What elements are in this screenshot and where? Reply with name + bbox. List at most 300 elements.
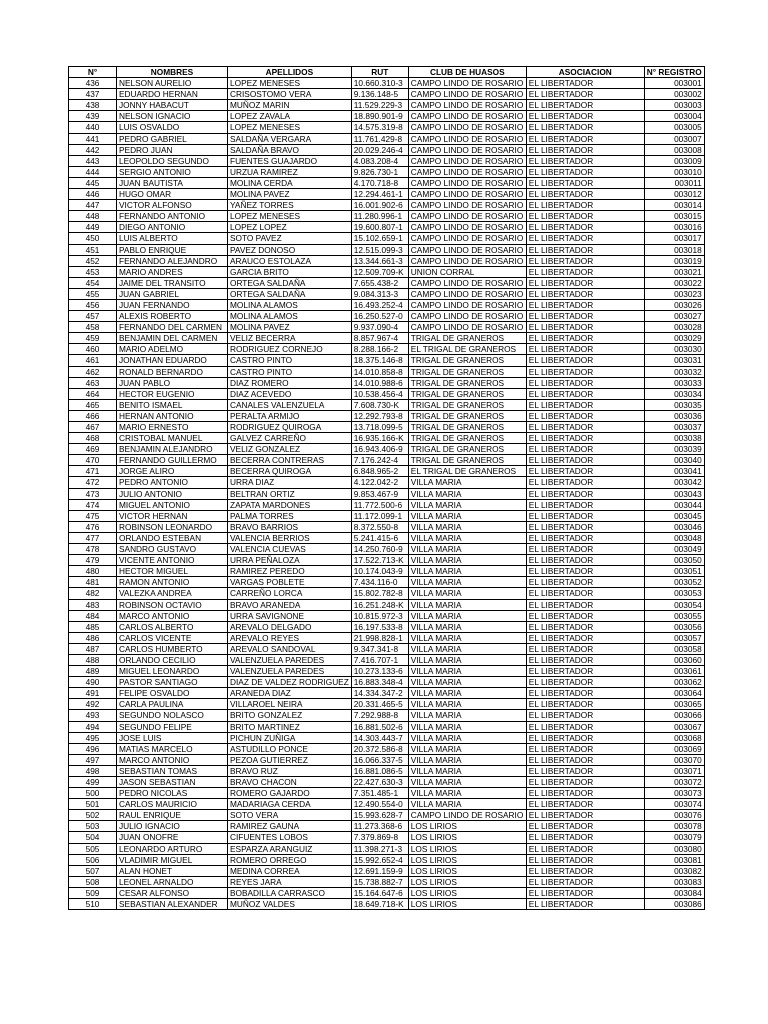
cell-asociacion: EL LIBERTADOR <box>526 677 644 688</box>
table-row <box>69 788 705 799</box>
cell-rut: 20.331.465-5 <box>351 699 408 710</box>
cell-asociacion: EL LIBERTADOR <box>526 510 644 521</box>
cell-apellidos: URRA DIAZ <box>228 477 352 488</box>
cell-asociacion: EL LIBERTADOR <box>526 732 644 743</box>
cell-num: 475 <box>69 510 117 521</box>
cell-club: CAMPO LINDO DE ROSARIO <box>408 277 526 288</box>
cell-club: VILLA MARIA <box>408 643 526 654</box>
cell-asociacion: EL LIBERTADOR <box>526 754 644 765</box>
cell-rut: 17.522.713-K <box>351 555 408 566</box>
cell-asociacion: EL LIBERTADOR <box>526 610 644 621</box>
cell-rut: 16.493.252-4 <box>351 299 408 310</box>
cell-club: VILLA MARIA <box>408 577 526 588</box>
cell-registro: 003038 <box>644 433 704 444</box>
cell-registro: 003070 <box>644 754 704 765</box>
cell-num: 503 <box>69 821 117 832</box>
cell-asociacion: EL LIBERTADOR <box>526 521 644 532</box>
cell-nombres: FERNANDO ALEJANDRO <box>117 255 228 266</box>
cell-registro: 003050 <box>644 555 704 566</box>
cell-registro: 003017 <box>644 233 704 244</box>
cell-registro: 003066 <box>644 710 704 721</box>
cell-asociacion: EL LIBERTADOR <box>526 710 644 721</box>
cell-rut: 16.943.406-9 <box>351 444 408 455</box>
cell-asociacion: EL LIBERTADOR <box>526 255 644 266</box>
cell-num: 474 <box>69 499 117 510</box>
cell-nombres: MATIAS MARCELO <box>117 743 228 754</box>
table-row <box>69 754 705 765</box>
cell-asociacion: EL LIBERTADOR <box>526 155 644 166</box>
cell-club: CAMPO LINDO DE ROSARIO <box>408 255 526 266</box>
cell-rut: 7.434.116-0 <box>351 577 408 588</box>
cell-registro: 003058 <box>644 643 704 654</box>
cell-apellidos: MOLINA ALAMOS <box>228 299 352 310</box>
cell-num: 461 <box>69 355 117 366</box>
cell-nombres: NELSON AURELIO <box>117 78 228 89</box>
cell-club: CAMPO LINDO DE ROSARIO <box>408 155 526 166</box>
cell-registro: 003027 <box>644 311 704 322</box>
cell-nombres: JUAN FERNANDO <box>117 299 228 310</box>
cell-nombres: PEDRO NICOLAS <box>117 788 228 799</box>
cell-apellidos: ARANEDA DIAZ <box>228 688 352 699</box>
cell-registro: 003008 <box>644 144 704 155</box>
cell-num: 504 <box>69 832 117 843</box>
cell-apellidos: SALDAÑA VERGARA <box>228 133 352 144</box>
cell-asociacion: EL LIBERTADOR <box>526 599 644 610</box>
cell-rut: 10.815.972-3 <box>351 610 408 621</box>
cell-nombres: JONNY HABACUT <box>117 100 228 111</box>
cell-rut: 7.416.707-1 <box>351 654 408 665</box>
cell-asociacion: EL LIBERTADOR <box>526 699 644 710</box>
cell-apellidos: PEZOA GUTIERREZ <box>228 754 352 765</box>
cell-registro: 003051 <box>644 566 704 577</box>
cell-nombres: LEONARDO ARTURO <box>117 843 228 854</box>
table-row <box>69 899 705 910</box>
cell-rut: 5.241.415-6 <box>351 532 408 543</box>
table-row <box>69 189 705 200</box>
cell-rut: 8.372.550-8 <box>351 521 408 532</box>
cell-rut: 16.251.248-K <box>351 599 408 610</box>
cell-apellidos: VARGAS POBLETE <box>228 577 352 588</box>
cell-registro: 003009 <box>644 155 704 166</box>
cell-club: VILLA MARIA <box>408 788 526 799</box>
cell-asociacion: EL LIBERTADOR <box>526 177 644 188</box>
cell-club: LOS LIRIOS <box>408 865 526 876</box>
cell-asociacion: EL LIBERTADOR <box>526 621 644 632</box>
cell-apellidos: CIFUENTES LOBOS <box>228 832 352 843</box>
cell-club: EL TRIGAL DE GRANEROS <box>408 344 526 355</box>
cell-num: 483 <box>69 599 117 610</box>
cell-registro: 003074 <box>644 799 704 810</box>
cell-apellidos: AREVALO DELGADO <box>228 621 352 632</box>
cell-registro: 003005 <box>644 122 704 133</box>
cell-nombres: JUAN BAUTISTA <box>117 177 228 188</box>
cell-asociacion: EL LIBERTADOR <box>526 355 644 366</box>
cell-asociacion: EL LIBERTADOR <box>526 344 644 355</box>
cell-club: LOS LIRIOS <box>408 887 526 898</box>
cell-rut: 12.515.099-3 <box>351 244 408 255</box>
cell-registro: 003026 <box>644 299 704 310</box>
cell-registro: 003028 <box>644 322 704 333</box>
header-registro: N° REGISTRO <box>644 67 704 78</box>
cell-rut: 14.010.988-6 <box>351 377 408 388</box>
cell-rut: 12.292.793-8 <box>351 410 408 421</box>
table-row <box>69 89 705 100</box>
cell-num: 497 <box>69 754 117 765</box>
table-row <box>69 488 705 499</box>
cell-num: 486 <box>69 632 117 643</box>
cell-asociacion: EL LIBERTADOR <box>526 455 644 466</box>
table-row <box>69 466 705 477</box>
cell-apellidos: URZUA RAMIREZ <box>228 166 352 177</box>
cell-club: TRIGAL DE GRANEROS <box>408 377 526 388</box>
cell-asociacion: EL LIBERTADOR <box>526 366 644 377</box>
cell-club: CAMPO LINDO DE ROSARIO <box>408 166 526 177</box>
cell-apellidos: BECERRA QUIROGA <box>228 466 352 477</box>
cell-apellidos: BRAVO CHACON <box>228 777 352 788</box>
cell-registro: 003052 <box>644 577 704 588</box>
cell-club: CAMPO LINDO DE ROSARIO <box>408 299 526 310</box>
cell-nombres: ORLANDO ESTEBAN <box>117 532 228 543</box>
cell-asociacion: EL LIBERTADOR <box>526 832 644 843</box>
cell-registro: 003007 <box>644 133 704 144</box>
cell-asociacion: EL LIBERTADOR <box>526 788 644 799</box>
cell-registro: 003055 <box>644 610 704 621</box>
cell-apellidos: PICHUN ZUÑIGA <box>228 732 352 743</box>
cell-num: 480 <box>69 566 117 577</box>
table-row <box>69 433 705 444</box>
cell-rut: 21.998.828-1 <box>351 632 408 643</box>
cell-nombres: SEGUNDO FELIPE <box>117 721 228 732</box>
cell-nombres: ROBINSON LEONARDO <box>117 521 228 532</box>
registry-sheet <box>68 66 705 910</box>
cell-apellidos: PAVEZ DONOSO <box>228 244 352 255</box>
cell-nombres: RAUL ENRIQUE <box>117 810 228 821</box>
cell-rut: 11.280.996-1 <box>351 211 408 222</box>
table-row <box>69 255 705 266</box>
cell-club: VILLA MARIA <box>408 510 526 521</box>
cell-registro: 003083 <box>644 876 704 887</box>
cell-rut: 16.250.527-0 <box>351 311 408 322</box>
cell-club: VILLA MARIA <box>408 610 526 621</box>
cell-club: CAMPO LINDO DE ROSARIO <box>408 233 526 244</box>
cell-asociacion: EL LIBERTADOR <box>526 743 644 754</box>
cell-nombres: JONATHAN EDUARDO <box>117 355 228 366</box>
header-asociacion: ASOCIACION <box>526 67 644 78</box>
cell-num: 491 <box>69 688 117 699</box>
cell-club: CAMPO LINDO DE ROSARIO <box>408 111 526 122</box>
cell-apellidos: CRISOSTOMO VERA <box>228 89 352 100</box>
cell-rut: 9.853.467-9 <box>351 488 408 499</box>
cell-club: VILLA MARIA <box>408 743 526 754</box>
cell-apellidos: FUENTES GUAJARDO <box>228 155 352 166</box>
table-row <box>69 222 705 233</box>
table-row <box>69 577 705 588</box>
cell-apellidos: URRA SAVIGNONE <box>228 610 352 621</box>
cell-asociacion: EL LIBERTADOR <box>526 100 644 111</box>
cell-rut: 18.375.146-8 <box>351 355 408 366</box>
cell-nombres: HUGO OMAR <box>117 189 228 200</box>
cell-rut: 11.761.429-8 <box>351 133 408 144</box>
table-row <box>69 155 705 166</box>
cell-num: 445 <box>69 177 117 188</box>
cell-apellidos: BRAVO BARRIOS <box>228 521 352 532</box>
cell-nombres: VICTOR ALFONSO <box>117 200 228 211</box>
cell-asociacion: EL LIBERTADOR <box>526 688 644 699</box>
cell-registro: 003041 <box>644 466 704 477</box>
cell-apellidos: MOLINA ALAMOS <box>228 311 352 322</box>
cell-club: CAMPO LINDO DE ROSARIO <box>408 100 526 111</box>
cell-asociacion: EL LIBERTADOR <box>526 887 644 898</box>
cell-apellidos: CARREÑO LORCA <box>228 588 352 599</box>
cell-registro: 003072 <box>644 777 704 788</box>
cell-num: 495 <box>69 732 117 743</box>
cell-rut: 15.164.647-6 <box>351 887 408 898</box>
cell-num: 478 <box>69 544 117 555</box>
cell-club: VILLA MARIA <box>408 799 526 810</box>
cell-num: 510 <box>69 899 117 910</box>
cell-num: 501 <box>69 799 117 810</box>
cell-club: VILLA MARIA <box>408 688 526 699</box>
cell-rut: 7.379.869-8 <box>351 832 408 843</box>
table-row <box>69 211 705 222</box>
cell-apellidos: ASTUDILLO PONCE <box>228 743 352 754</box>
cell-rut: 12.294.461-1 <box>351 189 408 200</box>
cell-nombres: CARLOS MAURICIO <box>117 799 228 810</box>
header-rut: RUT <box>351 67 408 78</box>
cell-club: TRIGAL DE GRANEROS <box>408 455 526 466</box>
cell-num: 479 <box>69 555 117 566</box>
cell-club: VILLA MARIA <box>408 499 526 510</box>
cell-registro: 003060 <box>644 654 704 665</box>
cell-asociacion: EL LIBERTADOR <box>526 444 644 455</box>
cell-num: 447 <box>69 200 117 211</box>
cell-rut: 14.575.319-8 <box>351 122 408 133</box>
cell-rut: 11.172.099-1 <box>351 510 408 521</box>
cell-club: VILLA MARIA <box>408 732 526 743</box>
cell-asociacion: EL LIBERTADOR <box>526 311 644 322</box>
cell-nombres: LEONEL ARNALDO <box>117 876 228 887</box>
cell-rut: 15.802.782-8 <box>351 588 408 599</box>
cell-registro: 003031 <box>644 355 704 366</box>
cell-nombres: BENITO ISMAEL <box>117 399 228 410</box>
cell-num: 507 <box>69 865 117 876</box>
cell-apellidos: PERALTA ARMIJO <box>228 410 352 421</box>
cell-rut: 11.529.229-3 <box>351 100 408 111</box>
cell-apellidos: LOPEZ LOPEZ <box>228 222 352 233</box>
cell-rut: 6.848.965-2 <box>351 466 408 477</box>
cell-asociacion: EL LIBERTADOR <box>526 643 644 654</box>
cell-registro: 003067 <box>644 721 704 732</box>
cell-nombres: BENJAMIN ALEJANDRO <box>117 444 228 455</box>
cell-club: VILLA MARIA <box>408 765 526 776</box>
header-club: CLUB DE HUASOS <box>408 67 526 78</box>
cell-rut: 7.176.242-4 <box>351 455 408 466</box>
cell-rut: 16.881.086-5 <box>351 765 408 776</box>
cell-club: VILLA MARIA <box>408 588 526 599</box>
cell-num: 493 <box>69 710 117 721</box>
cell-num: 463 <box>69 377 117 388</box>
cell-nombres: JUAN PABLO <box>117 377 228 388</box>
cell-club: VILLA MARIA <box>408 566 526 577</box>
cell-num: 455 <box>69 288 117 299</box>
cell-apellidos: LOPEZ MENESES <box>228 78 352 89</box>
table-row <box>69 355 705 366</box>
cell-rut: 8.857.967-4 <box>351 333 408 344</box>
cell-asociacion: EL LIBERTADOR <box>526 322 644 333</box>
cell-num: 487 <box>69 643 117 654</box>
cell-num: 464 <box>69 388 117 399</box>
cell-asociacion: EL LIBERTADOR <box>526 810 644 821</box>
cell-nombres: MIGUEL ANTONIO <box>117 499 228 510</box>
cell-asociacion: EL LIBERTADOR <box>526 499 644 510</box>
cell-apellidos: LOPEZ ZAVALA <box>228 111 352 122</box>
table-row <box>69 333 705 344</box>
cell-asociacion: EL LIBERTADOR <box>526 532 644 543</box>
table-row <box>69 865 705 876</box>
cell-registro: 003081 <box>644 854 704 865</box>
table-row <box>69 588 705 599</box>
cell-num: 449 <box>69 222 117 233</box>
cell-num: 442 <box>69 144 117 155</box>
cell-num: 509 <box>69 887 117 898</box>
cell-num: 500 <box>69 788 117 799</box>
cell-nombres: SANDRO GUSTAVO <box>117 544 228 555</box>
cell-registro: 003040 <box>644 455 704 466</box>
cell-nombres: SEGUNDO NOLASCO <box>117 710 228 721</box>
cell-nombres: MARIO ERNESTO <box>117 422 228 433</box>
cell-asociacion: EL LIBERTADOR <box>526 488 644 499</box>
cell-registro: 003043 <box>644 488 704 499</box>
cell-registro: 003068 <box>644 732 704 743</box>
table-row <box>69 765 705 776</box>
cell-club: VILLA MARIA <box>408 532 526 543</box>
cell-club: VILLA MARIA <box>408 721 526 732</box>
cell-rut: 16.001.902-6 <box>351 200 408 211</box>
cell-rut: 9.937.090-4 <box>351 322 408 333</box>
cell-nombres: LUIS ALBERTO <box>117 233 228 244</box>
cell-num: 481 <box>69 577 117 588</box>
cell-asociacion: EL LIBERTADOR <box>526 433 644 444</box>
cell-asociacion: EL LIBERTADOR <box>526 821 644 832</box>
table-row <box>69 266 705 277</box>
cell-club: TRIGAL DE GRANEROS <box>408 333 526 344</box>
cell-num: 473 <box>69 488 117 499</box>
cell-rut: 11.273.368-6 <box>351 821 408 832</box>
cell-registro: 003015 <box>644 211 704 222</box>
cell-apellidos: ROMERO ORREGO <box>228 854 352 865</box>
cell-asociacion: EL LIBERTADOR <box>526 555 644 566</box>
cell-club: CAMPO LINDO DE ROSARIO <box>408 144 526 155</box>
cell-registro: 003039 <box>644 444 704 455</box>
table-row <box>69 100 705 111</box>
cell-apellidos: GALVEZ CARREÑO <box>228 433 352 444</box>
cell-num: 485 <box>69 621 117 632</box>
cell-apellidos: VALENCIA BERRIOS <box>228 532 352 543</box>
cell-num: 484 <box>69 610 117 621</box>
table-row <box>69 876 705 887</box>
cell-nombres: CARLOS ALBERTO <box>117 621 228 632</box>
cell-asociacion: EL LIBERTADOR <box>526 133 644 144</box>
cell-num: 492 <box>69 699 117 710</box>
cell-asociacion: EL LIBERTADOR <box>526 222 644 233</box>
cell-asociacion: EL LIBERTADOR <box>526 410 644 421</box>
cell-registro: 003019 <box>644 255 704 266</box>
cell-num: 450 <box>69 233 117 244</box>
cell-club: VILLA MARIA <box>408 666 526 677</box>
cell-rut: 16.066.337-5 <box>351 754 408 765</box>
cell-num: 469 <box>69 444 117 455</box>
cell-rut: 12.691.159-9 <box>351 865 408 876</box>
cell-nombres: JASON SEBASTIAN <box>117 777 228 788</box>
cell-asociacion: EL LIBERTADOR <box>526 466 644 477</box>
table-row <box>69 743 705 754</box>
cell-club: VILLA MARIA <box>408 599 526 610</box>
cell-registro: 003065 <box>644 699 704 710</box>
table-row <box>69 721 705 732</box>
cell-registro: 003054 <box>644 599 704 610</box>
cell-registro: 003057 <box>644 632 704 643</box>
cell-num: 477 <box>69 532 117 543</box>
cell-nombres: CESAR ALFONSO <box>117 887 228 898</box>
cell-asociacion: EL LIBERTADOR <box>526 799 644 810</box>
cell-registro: 003010 <box>644 166 704 177</box>
cell-registro: 003011 <box>644 177 704 188</box>
cell-apellidos: SOTO PAVEZ <box>228 233 352 244</box>
cell-num: 506 <box>69 854 117 865</box>
cell-registro: 003061 <box>644 666 704 677</box>
cell-nombres: PEDRO ANTONIO <box>117 477 228 488</box>
cell-registro: 003018 <box>644 244 704 255</box>
cell-num: 505 <box>69 843 117 854</box>
cell-rut: 18.649.718-K <box>351 899 408 910</box>
cell-rut: 15.993.628-7 <box>351 810 408 821</box>
cell-apellidos: ARAUCO ESTOLAZA <box>228 255 352 266</box>
cell-club: TRIGAL DE GRANEROS <box>408 433 526 444</box>
header-nombres: NOMBRES <box>117 67 228 78</box>
cell-apellidos: AREVALO SANDOVAL <box>228 643 352 654</box>
table-row <box>69 444 705 455</box>
header-num: N° <box>69 67 117 78</box>
cell-registro: 003034 <box>644 388 704 399</box>
cell-club: CAMPO LINDO DE ROSARIO <box>408 133 526 144</box>
cell-nombres: JORGE ALIRO <box>117 466 228 477</box>
cell-num: 496 <box>69 743 117 754</box>
cell-asociacion: EL LIBERTADOR <box>526 577 644 588</box>
cell-apellidos: MEDINA CORREA <box>228 865 352 876</box>
cell-num: 466 <box>69 410 117 421</box>
cell-asociacion: EL LIBERTADOR <box>526 422 644 433</box>
cell-rut: 10.174.043-9 <box>351 566 408 577</box>
cell-club: LOS LIRIOS <box>408 821 526 832</box>
cell-nombres: VICENTE ANTONIO <box>117 555 228 566</box>
table-row <box>69 521 705 532</box>
cell-apellidos: RAMIREZ PEREDO <box>228 566 352 577</box>
table-row <box>69 122 705 133</box>
cell-num: 498 <box>69 765 117 776</box>
cell-club: VILLA MARIA <box>408 477 526 488</box>
table-row <box>69 654 705 665</box>
cell-registro: 003044 <box>644 499 704 510</box>
cell-asociacion: EL LIBERTADOR <box>526 166 644 177</box>
cell-nombres: NELSON IGNACIO <box>117 111 228 122</box>
cell-rut: 16.935.166-K <box>351 433 408 444</box>
cell-num: 476 <box>69 521 117 532</box>
cell-asociacion: EL LIBERTADOR <box>526 588 644 599</box>
cell-nombres: VICTOR HERNAN <box>117 510 228 521</box>
cell-apellidos: VALENZUELA PAREDES <box>228 654 352 665</box>
cell-club: LOS LIRIOS <box>408 876 526 887</box>
cell-registro: 003030 <box>644 344 704 355</box>
